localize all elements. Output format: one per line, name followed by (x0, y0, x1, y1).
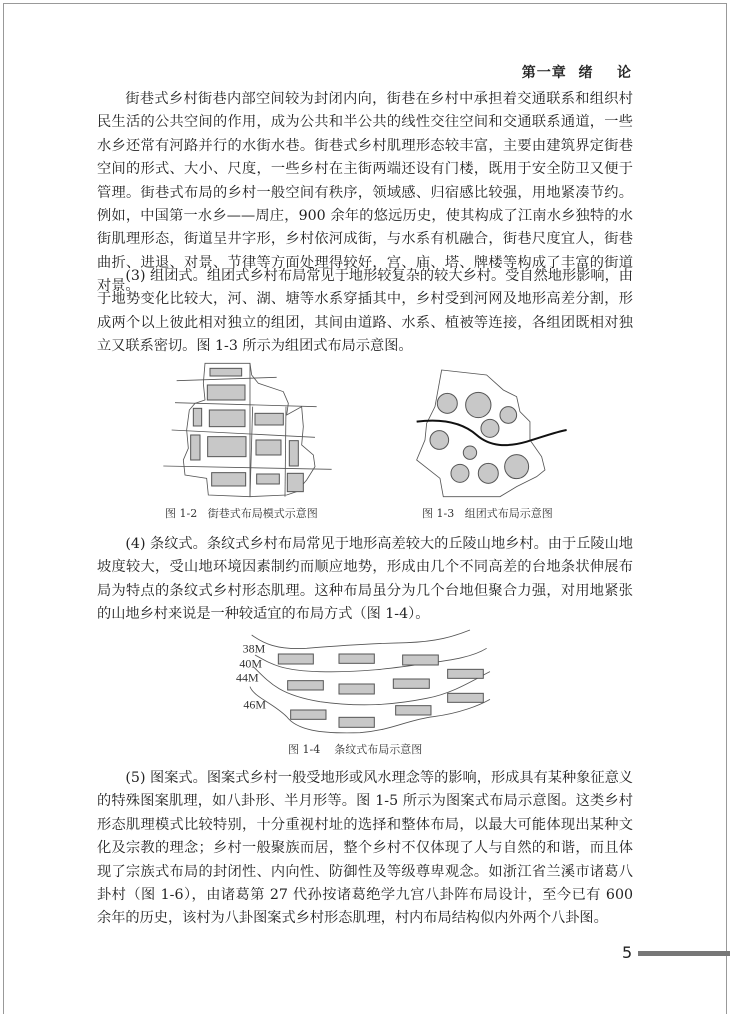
figure-1-3-cluster-diagram (417, 370, 567, 497)
paragraph-cluster-layout: (3) 组团式。组团式乡村布局常见于地形较复杂的较大乡村。受自然地形影响，由于地势变化比较大，河、湖、塘等水系穿插其中，乡村受到河网及地形高差分割，形成两个以上彼此相对独立的组团，其间由道路、水系、植被等连接，各组团既相对独立又联系密切。图 1-3 所示为组团式布局示意图。 (97, 268, 633, 355)
figure-1-2-caption: 图 1-2 街巷式布局模式示意图 (165, 507, 318, 520)
contour-label-44m: 44M (235, 670, 259, 685)
contour-label-40m: 40M (239, 656, 262, 671)
figure-1-4-caption: 图 1-4 条纹式布局示意图 (288, 743, 423, 756)
contour-label-46m: 46M (243, 697, 266, 712)
figure-1-3-caption: 图 1-3 组团式布局示意图 (422, 507, 553, 520)
figure-1-4-strip-diagram (236, 630, 490, 733)
page-number: 5 (622, 943, 633, 962)
paragraph-street-layout: 街巷式乡村街巷内部空间较为封闭内向，街巷在乡村中承担着交通联系和组织村民生活的公共空间的作用，成为公共和半公共的线性交往空间和交通联系通道，一些水乡还常有河路并行的水街水巷。街巷式乡村肌理形态较丰富，主要由建筑界定街巷空间的形式、大小、尺度，一些乡村在主街两端还设有门楼，既用于安全防卫又便于管理。街巷式布局的乡村一般空间有秩序，领域感、归宿感比较强，用地紧凑节约。例如，中国第一水乡——周庄，900 余年的悠远历史，使其构成了江南水乡独特的水街肌理形态，街道呈井字形，乡村依河成街，与水系有机融合，街巷尺度宜人，街巷曲折、进退、对景、节律等方面处理得较好，宫、庙、塔、牌楼等构成了丰富的街道对景。 (97, 91, 633, 295)
page-number-bar (638, 951, 730, 956)
paragraph-strip-layout: (4) 条纹式。条纹式乡村布局常见于地形高差较大的丘陵山地乡村。由于丘陵山地坡度较大，受山地环境因素制约而顺应地势，形成由几个不同高差的台地条状伸展布局为特点的条纹式乡村形态肌理。这种布局虽分为几个台地但聚合力强，对用地紧张的山地乡村来说是一种较适宜的布局方式（图 1-4）。 (97, 536, 633, 623)
contour-label-38m: 38M (242, 641, 266, 656)
figure-1-2-street-diagram (163, 363, 331, 496)
chapter-header: 第一章 绪 论 (521, 65, 632, 81)
paragraph-pattern-layout: (5) 图案式。图案式乡村一般受地形或风水理念等的影响，形成具有某种象征意义的特殊图案肌理，如八卦形、半月形等。图 1-5 所示为图案式布局示意图。这类乡村形态肌理模式比较特别，十分重视村址的选择和整体布局，以最大可能体现出某种文化及宗教的理念；乡村一般聚族而居，整个乡村不仅体现了人与自然的和谐，而且体现了宗族式布局的封闭性、内向性、防御性及等级尊卑观念。如浙江省兰溪市诸葛八卦村（图 1-6），由诸葛第 27 代孙按诸葛绝学九宫八卦阵布局设计，至今已有 600 余年的历史，该村为八卦图案式乡村形态肌理，村内布局结构似内外两个八卦图。 (97, 770, 633, 927)
